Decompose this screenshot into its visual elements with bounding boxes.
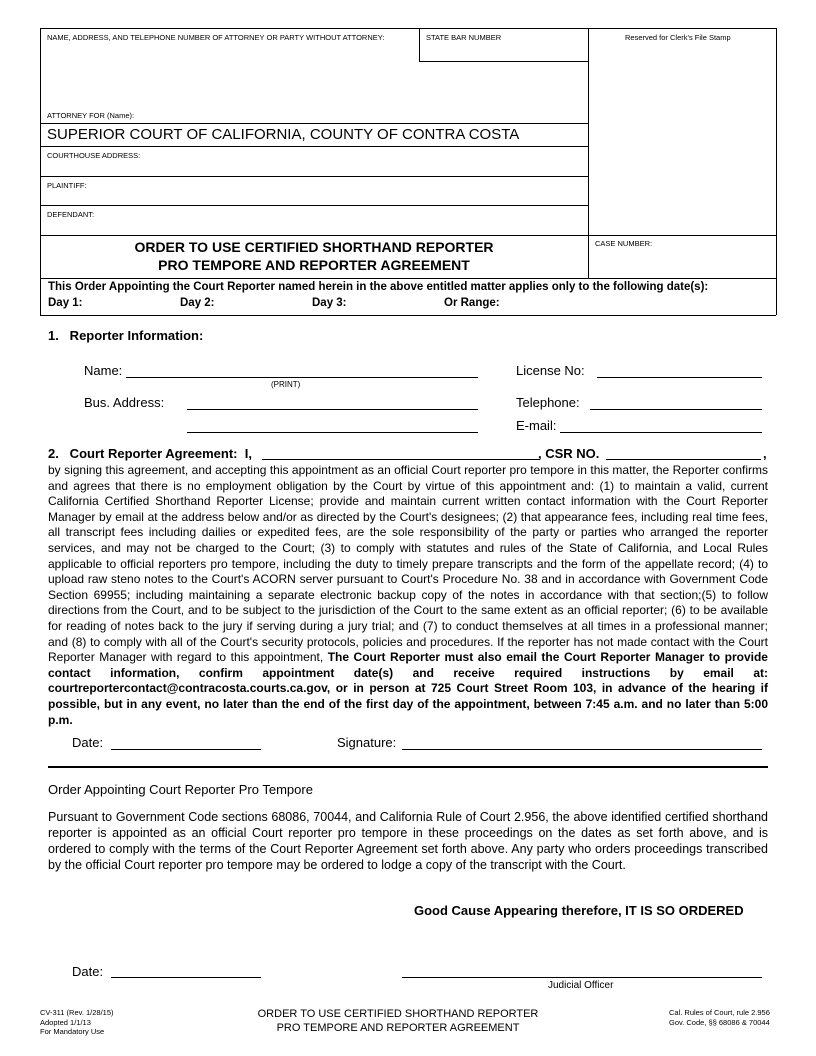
day1-label: Day 1: [48, 297, 83, 309]
range-label: Or Range: [444, 297, 500, 309]
order-date-input[interactable] [111, 977, 261, 978]
mandatory-use: For Mandatory Use [40, 1027, 105, 1036]
address-input-line2[interactable] [187, 432, 478, 433]
agreement-body [48, 463, 768, 728]
attorney-label: NAME, ADDRESS, AND TELEPHONE NUMBER OF ATTORNEY OR PARTY WITHOUT ATTORNEY: [47, 33, 385, 42]
plaintiff-label: PLAINTIFF: [47, 181, 87, 190]
license-label: License No: [516, 363, 585, 378]
adopted-date: Adopted 1/1/13 [40, 1017, 91, 1027]
telephone-label: Telephone: [516, 395, 580, 410]
agreement-name-input[interactable] [262, 459, 540, 460]
judicial-officer-signature-input[interactable] [402, 977, 762, 978]
license-input[interactable] [597, 377, 762, 378]
section1-heading: 1. Reporter Information: [48, 328, 204, 343]
csr-label: , CSR NO. [538, 446, 600, 461]
rule-citation: Cal. Rules of Court, rule 2.956 [669, 1008, 770, 1017]
defendant-label: DEFENDANT: [47, 210, 95, 219]
court-name: SUPERIOR COURT OF CALIFORNIA, COUNTY OF CONTRA COSTA [47, 126, 520, 143]
order-body: Pursuant to Government Code sections 68086, 70044, and California Rule of Court 2.956, the above identified certified shorthand reporter is appointed as an official Court reporter pro tempore in these proceedings on the dates as set forth above, and is ordered to comply with the terms of the Court Reporter Agreement set forth above. Any party who orders proceedings transcribed by the official Court reporter pro tempore may be ordered to lodge a copy of the transcript with the Court. [48, 810, 768, 872]
case-number-label: CASE NUMBER: [595, 239, 653, 248]
footer-title [200, 1007, 596, 1035]
address-input-line1[interactable] [187, 409, 478, 410]
day3-label: Day 3: [312, 297, 347, 309]
csr-input[interactable] [606, 459, 761, 460]
clerk-stamp-label: Reserved for Clerk's File Stamp [625, 33, 731, 42]
footer-title-line1: ORDER TO USE CERTIFIED SHORTHAND REPORTER [257, 1008, 539, 1020]
email-input[interactable] [560, 432, 762, 433]
bus-address-label: Bus. Address: [84, 395, 165, 410]
print-label: (PRINT) [271, 380, 301, 389]
trailing-comma: , [763, 446, 767, 461]
signature-label: Signature: [337, 735, 397, 750]
form-title [40, 238, 588, 274]
section2-heading: 2. Court Reporter Agreement: I, [48, 446, 252, 461]
section-divider [48, 766, 768, 768]
attorney-for-label: ATTORNEY FOR (Name): [47, 111, 135, 120]
courthouse-address-label: COURTHOUSE ADDRESS: [47, 151, 141, 160]
footer-left [40, 1008, 114, 1037]
telephone-input[interactable] [590, 409, 762, 410]
name-input[interactable] [126, 377, 478, 378]
footer-title-line2: PRO TEMPORE AND REPORTER AGREEMENT [276, 1022, 520, 1034]
name-label: Name: [84, 363, 123, 378]
order-date-label: Date: [72, 964, 104, 979]
form-title-line1: ORDER TO USE CERTIFIED SHORTHAND REPORTER [134, 239, 494, 255]
footer-right [669, 1008, 770, 1027]
signature-input[interactable] [402, 749, 762, 750]
day2-label: Day 2: [180, 297, 215, 309]
order-heading: Order Appointing Court Reporter Pro Tempore [48, 782, 313, 797]
agreement-body-text: by signing this agreement, and accepting this appointment as an official Court reporter pro tempore in this matter, the Reporter confirms and agrees that there is no employment obligation by the Court by virtue of this appointment and: (1) to maintain a valid, current California Certified Shorthand Reporter License; provide and maintain current written contact information with the Court Reporter Manager by email at the address below and/or as directed by the Court's designees; (2) that appearance fees, including real time fees, all transcript fees including dailies or expedited fees, are the sole responsibility of the party or parties who arranged the reporter services, and may not be charged to the Court; (3) to comply with statutes and rules of the State of California, and Local Rules applicable to official reporters pro tempore, including the duty to timely prepare transcripts and the form of the appellate record; (4) to upload raw steno notes to the Court's ACORN server pursuant to Court's Procedure No. 38 and in accordance with Government Code Section 69955; including maintaining a separate electronic backup copy of the notes in accordance with that section;(5) to follow directions from the Court, and to be subject to the jurisdiction of the Court to the same extent as an official reporter; (6) to be available for reading of notes back to the jury if serving during a jury trial; and (7) to conduct themselves at all times in a professional manner; and (8) to comply with all of the Court's security protocols, policies and procedures. If the reporter has not made contact with the Court Reporter Manager with regard to this appointment, [48, 463, 768, 665]
form-title-line2: PRO TEMPORE AND REPORTER AGREEMENT [158, 257, 470, 273]
agreement-date-label: Date: [72, 735, 104, 750]
email-label: E-mail: [516, 418, 557, 433]
state-bar-label: STATE BAR NUMBER [426, 33, 502, 42]
form-number: CV-311 (Rev. 1/28/15) [40, 1008, 114, 1017]
agreement-body-bold: The Court Reporter must also email the Court Reporter Manager to provide contact information, confirm appointment date(s) and receive required instructions by email at: courtreportercontact@contracosta.courts.ca.gov, or in person at 725 Court Street Room 103, in advance of the hearing if possible, but in any event, no later than the end of the first day of the appointment, between 7:45 a.m. and no later than 5:00 p.m. [48, 650, 768, 727]
code-citation: Gov. Code, §§ 68086 & 70044 [669, 1017, 770, 1027]
judicial-officer-label: Judicial Officer [548, 980, 614, 991]
good-cause: Good Cause Appearing therefore, IT IS SO ORDERED [414, 903, 744, 918]
agreement-date-input[interactable] [111, 749, 261, 750]
dates-intro: This Order Appointing the Court Reporter named herein in the above entitled matter applies only to the following date(s): [48, 281, 709, 293]
